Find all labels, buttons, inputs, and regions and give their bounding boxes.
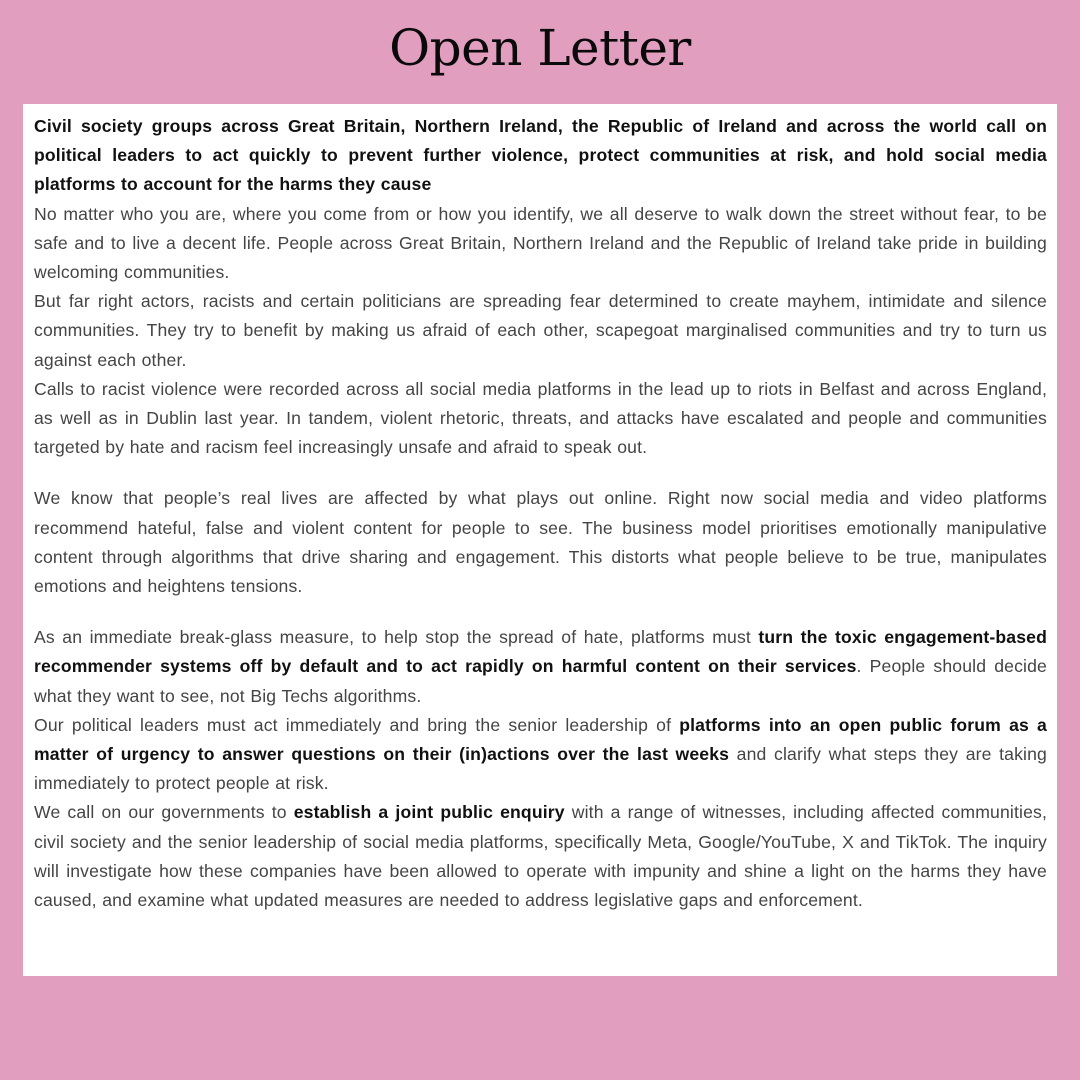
page-title: Open Letter [389, 19, 691, 77]
paragraph-5-text-a: As an immediate break-glass measure, to help stop the spread of hate, platforms must [34, 627, 759, 648]
paragraph-6 [34, 711, 1047, 799]
paragraph-2: But far right actors, racists and certain politicians are spreading fear determined to create mayhem, intimidate and silence communities. They try to benefit by making us afraid of each other, scapegoat marginalised communities and try to turn us against each other. [34, 291, 1047, 370]
letter-card [23, 104, 1057, 976]
paragraph-7-text-c: with a range of witnesses, including affected communities, civil society and the senior leadership of social media platforms, specifically Meta, Google/YouTube, X and TikTok. The inquiry will investigate how these companies have been allowed to operate with impunity and shine a light on the harms they have caused, and examine what updated measures are needed to address legislative gaps and enforcement. [34, 802, 1047, 911]
paragraph-5 [34, 623, 1047, 711]
paragraph-1: No matter who you are, where you come from or how you identify, we all deserve to walk down the street without fear, to be safe and to live a decent life. People across Great Britain, Northern Ireland and the Republic of Ireland take pride in building welcoming communities. [34, 203, 1047, 283]
paragraph-4: We know that people’s real lives are affected by what plays out online. Right now social media and video platforms recommend hateful, false and violent content for people to see. The business model prioritises emotionally manipulative content through algorithms that drive sharing and engagement. This distorts what people believe to be true, manipulates emotions and heightens tensions. [34, 488, 1047, 597]
paragraph-7-text-a: We call on our governments to [34, 802, 294, 823]
paragraph-6-emphasis: platforms into an open public forum as a matter of urgency to answer questions on their (in)actions over the last weeks [34, 714, 1047, 765]
paragraph-5-emphasis: turn the toxic engagement-based recommender systems off by default and to act rapidly on harmful content on their services [34, 627, 1047, 677]
intro-paragraph: Civil society groups across Great Britain, Northern Ireland, the Republic of Ireland and across the world call on political leaders to act quickly to prevent further violence, protect communities at risk, and hold social media platforms to account for the harms they cause [34, 116, 1047, 195]
paragraph-7-emphasis: establish a joint public enquiry [293, 802, 565, 823]
paragraph-3: Calls to racist violence were recorded across all social media platforms in the lead up to riots in Belfast and across England, as well as in Dublin last year. In tandem, violent rhetoric, threats, and attacks have escalated and people and communities targeted by hate and racism feel increasingly unsafe and afraid to speak out. [34, 378, 1047, 458]
paragraph-6-text-a: Our political leaders must act immediately and bring the senior leadership of [34, 714, 680, 735]
paragraph-5-text-c: . People should decide what they want to see, not Big Techs algorithms. [34, 656, 1047, 706]
paragraph-6-text-c: and clarify what steps they are taking immediately to protect people at risk. [34, 744, 1047, 794]
paragraph-7 [34, 798, 1047, 915]
